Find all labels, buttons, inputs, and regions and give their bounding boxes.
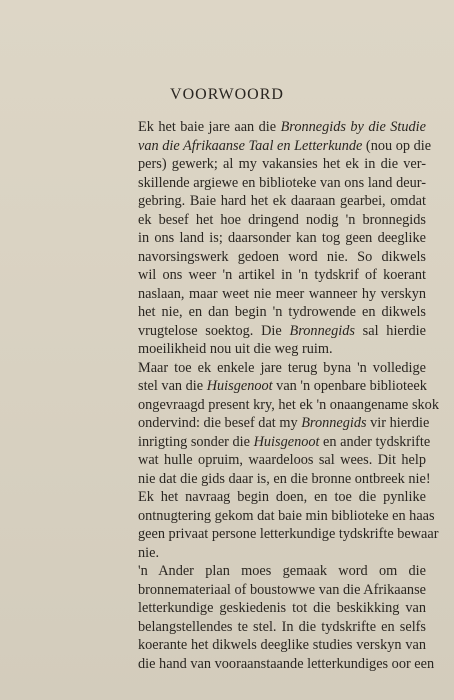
text-line: van die Afrikaanse Taal en Letterkunde (nou op die (138, 137, 432, 154)
text-line: in ons land is; daarsonder kan tog geen deeglike (138, 230, 426, 246)
text-line: belangstellendes te stel. In die tydskrifte en selfs (138, 618, 426, 635)
text-line: nie. (138, 544, 160, 561)
text-line: koerante het dikwels deeglike studies verskyn van (138, 637, 426, 653)
text-line: naslaan, maar weet nie meer wanneer hy verskyn (138, 285, 426, 302)
text-line: ondervind: die besef dat my Bronnegids vir hierdie (138, 415, 430, 431)
text-line: wat hulle opruim, waardeloos sal wees. Dit help (138, 452, 426, 468)
text-line: ongevraagd present kry, het ek 'n onaangename skok (138, 396, 439, 413)
paragraph-1 (114, 118, 432, 359)
text-line: het nie, en dan begin 'n tydrowende en dikwels (138, 304, 426, 320)
text-line: stel van die Huisgenoot van 'n openbare biblioteek (138, 378, 427, 394)
text-line: ek besef het hoe dringend nodig 'n bronnegids (138, 211, 426, 228)
text-line: Ek het navraag begin doen, en toe die pynlike (138, 489, 426, 505)
text-line: 'n Ander plan moes gemaak word om die (138, 563, 426, 579)
text-line: Maar toe ek enkele jare terug byna 'n volledige (138, 359, 426, 376)
text-line: die hand van vooraanstaande letterkundiges oor een (138, 655, 435, 672)
text-line: inrigting sonder die Huisgenoot en ander tydskrifte (138, 433, 431, 450)
paragraph-2 (114, 359, 439, 563)
paragraph-3 (114, 562, 435, 673)
body-text (114, 118, 439, 673)
text-line: moeilikheid nou uit die weg ruim. (138, 341, 333, 357)
text-line: navorsingswerk gedoen word nie. So dikwels (138, 248, 426, 265)
text-line: nie dat die gids daar is, en die bronne ontbreek nie! (138, 470, 431, 487)
page-heading: VOORWOORD (170, 86, 284, 103)
text-line: Ek het baie jare aan die Bronnegids by die Studie (138, 119, 427, 135)
text-line: geen privaat persone letterkundige tydskrifte bewaar (138, 526, 439, 542)
text-line: gebring. Baie hard het ek daaraan gearbei, omdat (138, 193, 426, 209)
text-line: wil ons weer 'n artikel in 'n tydskrif of koerant (138, 267, 426, 283)
text-line: skillende argiewe en biblioteke van ons land deur- (138, 174, 426, 191)
text-line: letterkundige geskiedenis tot die beskikking van (138, 600, 426, 616)
text-line: pers) gewerk; al my vakansies het ek in die ver- (138, 156, 426, 172)
text-line: ontnugtering gekom dat baie min biblioteke en haas (138, 507, 435, 524)
text-line: bronnemateriaal of boustowwe van die Afrikaanse (138, 581, 426, 598)
text-line: vrugtelose soektog. Die Bronnegids sal hierdie (138, 322, 426, 339)
